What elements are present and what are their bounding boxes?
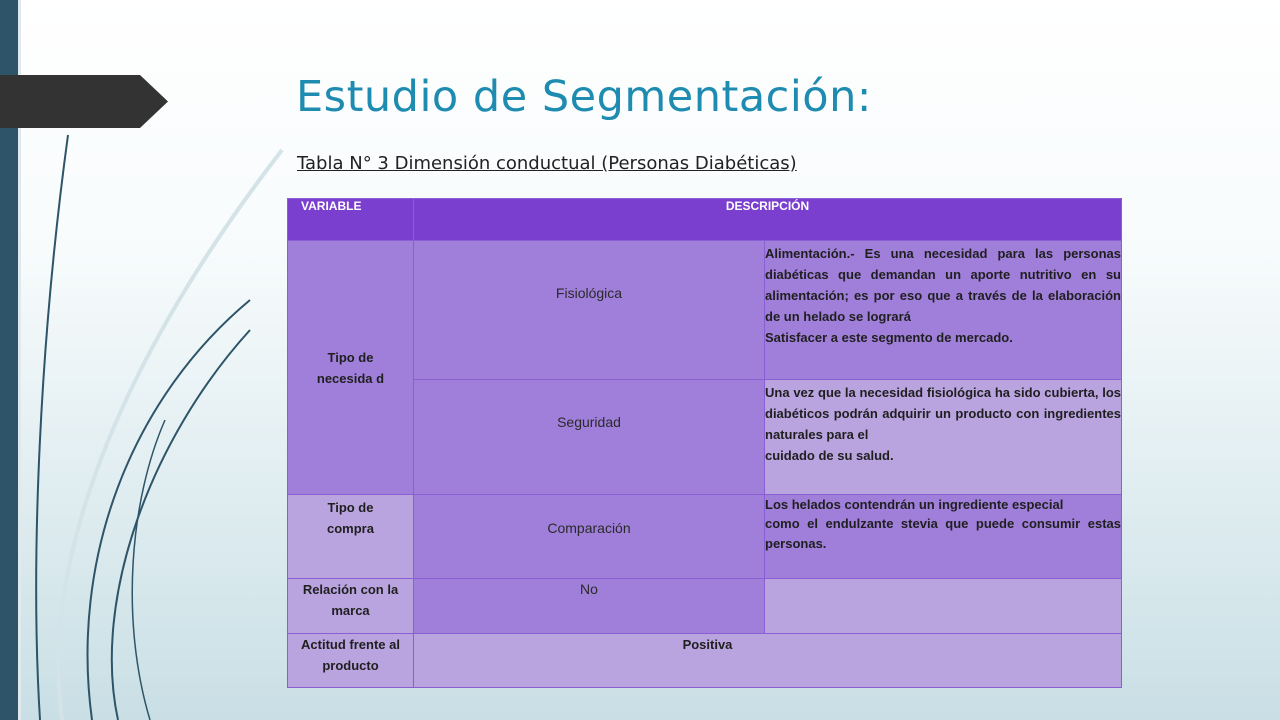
variable-cell (288, 241, 414, 495)
title-arrow-shape (0, 75, 168, 128)
slide-title: Estudio de Segmentación: (296, 72, 872, 122)
description-cell (765, 380, 1122, 495)
table-row (288, 634, 1122, 688)
header-description: DESCRIPCIÓN (414, 199, 1122, 241)
table-header-row (288, 199, 1122, 241)
description-cell (765, 241, 1122, 380)
table-row (288, 380, 1122, 495)
variable-cell (288, 579, 414, 634)
table-row (288, 579, 1122, 634)
sub-cell: Comparación (414, 495, 765, 579)
segmentation-table (287, 198, 1122, 688)
variable-label: Actitud frente al producto (301, 637, 400, 673)
description-cell (765, 579, 1122, 634)
description-text-2: Satisfacer a este segmento de mercado. (765, 330, 1013, 345)
variable-cell (288, 634, 414, 688)
sub-cell: No (414, 579, 765, 634)
description-text-2: cuidado de su salud. (765, 448, 894, 463)
description-text: Los helados contendrán un ingrediente especial (765, 497, 1064, 512)
description-text-2: como el endulzante stevia que puede consumir estas personas. (765, 516, 1121, 551)
variable-label: Tipo de necesida d (316, 349, 385, 386)
variable-cell (288, 495, 414, 579)
description-text: Una vez que la necesidad fisiológica ha sido cubierta, los diabéticos podrán adquirir un producto con ingredientes naturales para el (765, 385, 1121, 442)
header-variable: VARIABLE (288, 199, 414, 241)
description-cell (765, 495, 1122, 579)
slide-subtitle: Tabla N° 3 Dimensión conductual (Personas Diabéticas) (297, 153, 797, 174)
variable-label: Relación con la marca (302, 582, 399, 618)
description-text: Alimentación.- Es una necesidad para las personas diabéticas que demandan un aporte nutritivo en su alimentación; es por eso que a través de la elaboración de un helado se logrará (765, 246, 1121, 324)
variable-label: Tipo de compra (327, 500, 374, 536)
sub-cell: Fisiológica (414, 241, 765, 380)
table-row (288, 495, 1122, 579)
attitude-value-cell: Positiva (414, 634, 1122, 688)
table-row (288, 241, 1122, 380)
sub-cell: Seguridad (414, 380, 765, 495)
